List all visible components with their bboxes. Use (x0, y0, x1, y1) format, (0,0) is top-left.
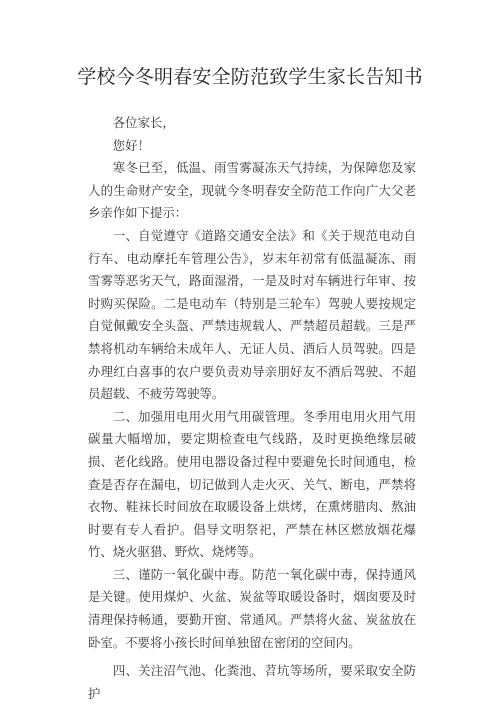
document-title: 学校今冬明春安全防范致学生家长告知书 (77, 66, 423, 88)
paragraph-fire-electric-safety: 二、加强用电用火用气用碳管理。冬季用电用火用气用碳量大幅增加，要定期检查电气线路，及时更换绝缘层破损、老化线路。使用电器设备过程中要避免长时间通电，检查是否存在漏电，切记做到人走火灭、关气、断电，严禁将衣物、鞋袜长时间放在取暖设备上烘烤，在熏烤腊肉、熬油时要有专人看护。倡导文明祭祀，严禁在林区燃放烟花爆竹、烧火驱猎、野炊、烧烤等。 (88, 408, 416, 560)
salutation: 各位家长， (112, 115, 175, 130)
paragraph-intro: 寒冬已至，低温、雨雪雾凝冻天气持续，为保障您及家人的生命财产安全，现就今冬明春安全防范工作向广大父老乡亲作如下提示： (88, 160, 416, 221)
document-body (88, 112, 416, 705)
paragraph-biogas-pit: 四、关注沼气池、化粪池、苕坑等场所，要采取安全防护 (88, 663, 416, 701)
paragraph-carbon-monoxide: 三、谨防一氧化碳中毒。防范一氧化碳中毒，保持通风是关键。使用煤炉、火盆、炭盆等取暖设备时，烟囱要及时清理保持畅通，要勤开窗、常通风。严禁将火盆、炭盆放在卧室。不要将小孩长时间单独留在密闭的空间内。 (88, 566, 416, 650)
paragraph-traffic-safety: 一、自觉遵守《道路交通安全法》和《关于规范电动自行车、电动摩托车管理公告》，岁末年初常有低温凝冻、雨雪雾等恶劣天气，路面湿滑，一是及时对车辆进行年审、按时购买保险。二是电动车（特别是三轮车）驾驶人要按规定自觉佩戴安全头盔、严禁违规载人、严禁超员超载。三是严禁将机动车辆给未成年人、无证人员、酒后人员驾驶。四是办理红白喜事的农户要负责劝导亲朋好友不酒后驾驶、不超员超载、不疲劳驾驶等。 (88, 227, 416, 402)
greeting: 您好！ (112, 137, 150, 153)
